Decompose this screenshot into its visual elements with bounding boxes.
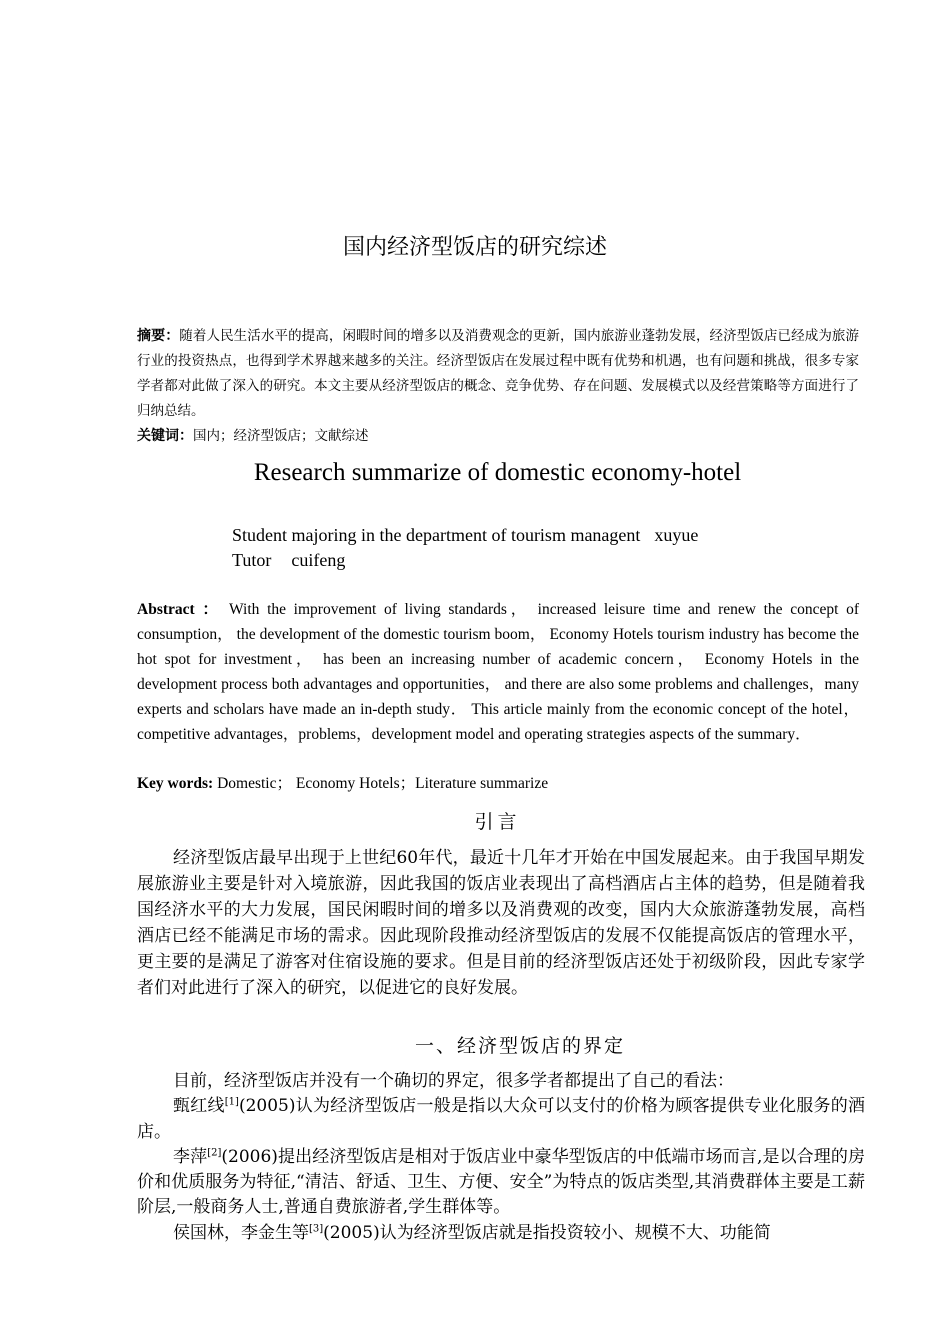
chinese-abstract-label: 摘要：: [137, 328, 180, 344]
citation-author: 李萍: [173, 1146, 208, 1167]
tutor-label: Tutor: [232, 550, 272, 570]
english-keywords: [137, 771, 859, 796]
paper-title: 国内经济型饭店的研究综述: [342, 235, 607, 260]
english-abstract: [137, 597, 859, 747]
section-1-paragraph-4: [137, 1221, 865, 1246]
student-name: xuyue: [654, 525, 699, 545]
section-1-paragraph-2: [137, 1094, 865, 1145]
english-keywords-label: Key words:: [137, 775, 214, 792]
chinese-abstract-text: 随着人民生活水平的提高，闲暇时间的增多以及消费观念的更新，国内旅游业蓬勃发展，经济型饭店已经成为旅游行业的投资热点，也得到学术界越来越多的关注。经济型饭店在发展过程中既有优势和机遇，也有问题和挑战，很多专家学者都对此做了深入的研究。本文主要从经济型饭店的概念、竞争优势、存在问题、发展模式以及经营策略等方面进行了归纳总结。: [137, 328, 860, 419]
english-title: Research summarize of domestic economy-hotel: [253, 459, 742, 486]
english-abstract-label: Abstract ：: [137, 601, 222, 618]
citation-author: 侯国林，李金生等: [173, 1222, 309, 1243]
citation-ref: [3]: [309, 1223, 324, 1235]
intro-heading: 引言: [474, 811, 521, 833]
section-1-heading: 一、经济型饭店的界定: [414, 1035, 625, 1057]
citation-author: 甄红线: [173, 1096, 225, 1117]
citation-ref: [1]: [224, 1096, 239, 1108]
student-line: [232, 522, 698, 548]
section-1-paragraph-1: 目前，经济型饭店并没有一个确切的界定，很多学者都提出了自己的看法：: [173, 1071, 734, 1091]
citation-text: (2005)认为经济型饭店就是指投资较小、规模不大、功能简: [323, 1222, 771, 1243]
chinese-abstract: [137, 324, 859, 424]
student-text: Student majoring in the department of tourism managent: [232, 525, 641, 545]
citation-ref: [2]: [207, 1147, 222, 1159]
intro-paragraph: 经济型饭店最早出现于上世纪60年代，最近十几年才开始在中国发展起来。由于我国早期发展旅游业主要是针对入境旅游，因此我国的饭店业表现出了高档酒店占主体的趋势，但是随着我国经济水平的大力发展，国民闲暇时间的增多以及消费观的改变，国内大众旅游蓬勃发展，高档酒店已经不能满足市场的需求。因此现阶段推动经济型饭店的发展不仅能提高饭店的管理水平，更主要的是满足了游客对住宿设施的要求。但是目前的经济型饭店还处于初级阶段，因此专家学者们对此进行了深入的研究，以促进它的良好发展。: [137, 848, 865, 998]
section-1-paragraph-3: [137, 1145, 865, 1221]
citation-text: (2005)认为经济型饭店一般是指以大众可以支付的价格为顾客提供专业化服务的酒店。: [137, 1096, 866, 1142]
chinese-keywords: [137, 424, 859, 449]
citation-text: (2006)提出经济型饭店是相对于饭店业中豪华型饭店的中低端市场而言,是以合理的房价和优质服务为特征,“清洁、舒适、卫生、方便、安全”为特点的饭店类型,其消费群体主要是工薪阶层,一般商务人士,普通自费旅游者,学生群体等。: [137, 1146, 866, 1218]
chinese-keywords-text: 国内；经济型饭店；文献综述: [193, 428, 369, 444]
tutor-name: cuifeng: [291, 550, 346, 570]
english-abstract-text: With the improvement of living standards， increased leisure time and renew the concept of consumption， the development of the domestic tourism boom， Economy Hotels tourism industry has become the hot spot for investment， has been an increasing number of academic concern， Economy Hotels in the development process both advantages and opportunities， and there are also some problems and challenges，many experts and scholars have made an in-depth study． This article mainly from the economic concept of the hotel，competitive advantages，problems，development model and operating strategies aspects of the summary．: [137, 601, 859, 743]
section-1-body: [137, 1069, 865, 1246]
chinese-keywords-label: 关键词：: [137, 428, 193, 444]
tutor-line: [232, 547, 345, 573]
english-keywords-text: Domestic； Economy Hotels；Literature summarize: [217, 775, 549, 792]
